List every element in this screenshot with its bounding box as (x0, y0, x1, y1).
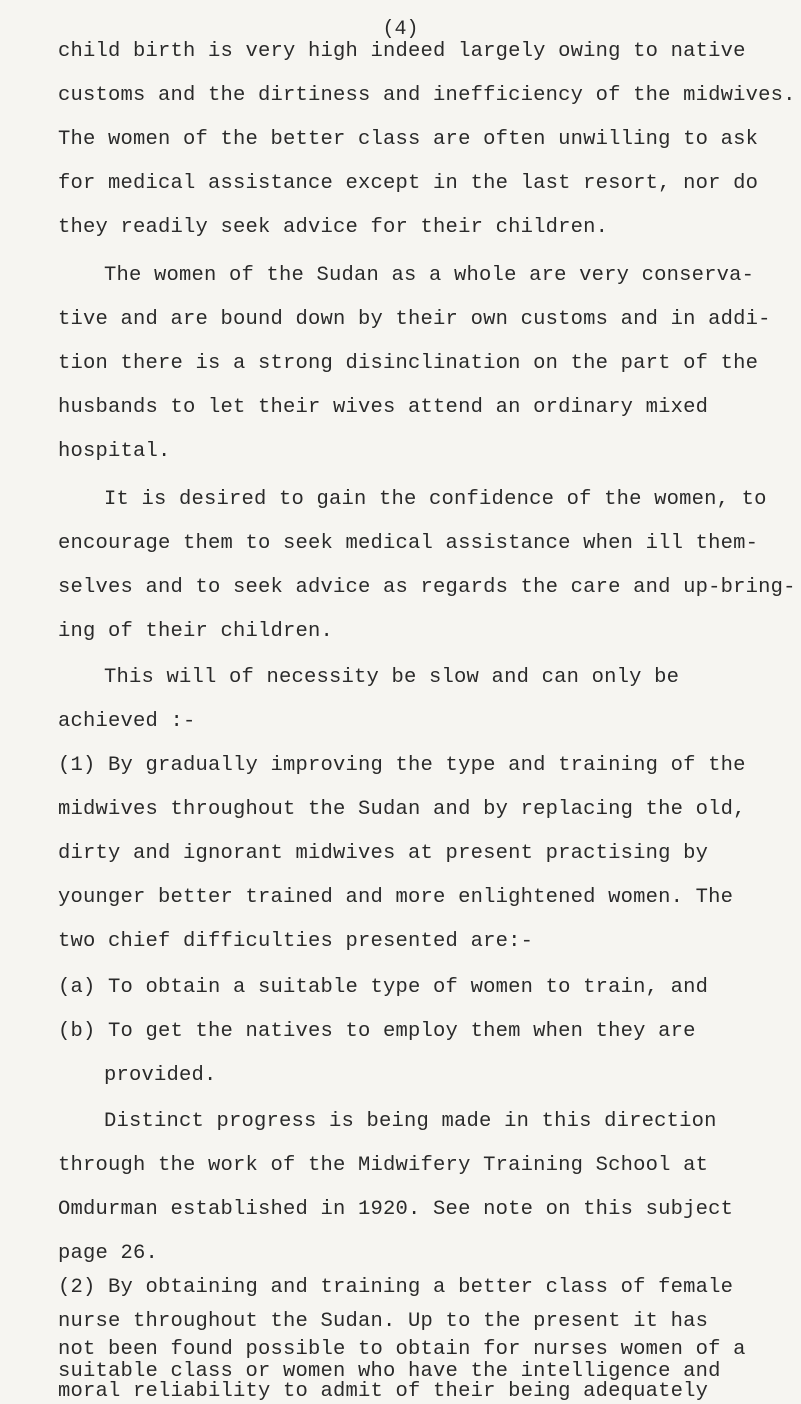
text-line: ing of their children. (58, 620, 334, 643)
text-line: two chief difficulties presented are:- (58, 930, 534, 953)
text-line: Distinct progress is being made in this direction (104, 1110, 717, 1133)
page-number: (4) (382, 18, 419, 41)
text-line: through the work of the Midwifery Training School at (58, 1154, 709, 1177)
text-line: The women of the Sudan as a whole are very conserva- (104, 264, 755, 287)
text-line: younger better trained and more enlightened women. The (58, 886, 734, 909)
text-line: The women of the better class are often unwilling to ask (58, 128, 759, 151)
text-line: not been found possible to obtain for nurses women of a (58, 1338, 746, 1361)
text-line: achieved :- (58, 710, 196, 733)
text-line: page 26. (58, 1242, 159, 1265)
text-line: for medical assistance except in the last resort, nor do (58, 172, 759, 195)
text-line: nurse throughout the Sudan. Up to the present it has (58, 1310, 709, 1333)
text-line: dirty and ignorant midwives at present practising by (58, 842, 709, 865)
text-line: (b) To get the natives to employ them when they are (58, 1020, 696, 1043)
text-line: hospital. (58, 440, 171, 463)
text-line: tive and are bound down by their own customs and in addi- (58, 308, 771, 331)
text-line: encourage them to seek medical assistance when ill them- (58, 532, 759, 555)
text-line: moral reliability to admit of their being adequately (58, 1380, 709, 1403)
text-line: customs and the dirtiness and inefficiency of the midwives. (58, 84, 796, 107)
text-line: Omdurman established in 1920. See note on this subject (58, 1198, 734, 1221)
text-line: midwives throughout the Sudan and by replacing the old, (58, 798, 746, 821)
text-line: It is desired to gain the confidence of the women, to (104, 488, 767, 511)
text-line: (2) By obtaining and training a better class of female (58, 1276, 734, 1299)
text-line: (1) By gradually improving the type and training of the (58, 754, 746, 777)
text-line: provided. (104, 1064, 217, 1087)
text-line: tion there is a strong disinclination on the part of the (58, 352, 759, 375)
text-line: selves and to seek advice as regards the care and up-bring- (58, 576, 796, 599)
text-line: they readily seek advice for their children. (58, 216, 609, 239)
text-line: husbands to let their wives attend an ordinary mixed (58, 396, 709, 419)
text-line: child birth is very high indeed largely owing to native (58, 40, 746, 63)
text-line: (a) To obtain a suitable type of women to train, and (58, 976, 709, 999)
text-line: This will of necessity be slow and can only be (104, 666, 680, 689)
text-line: suitable class or women who have the intelligence and (58, 1360, 721, 1383)
